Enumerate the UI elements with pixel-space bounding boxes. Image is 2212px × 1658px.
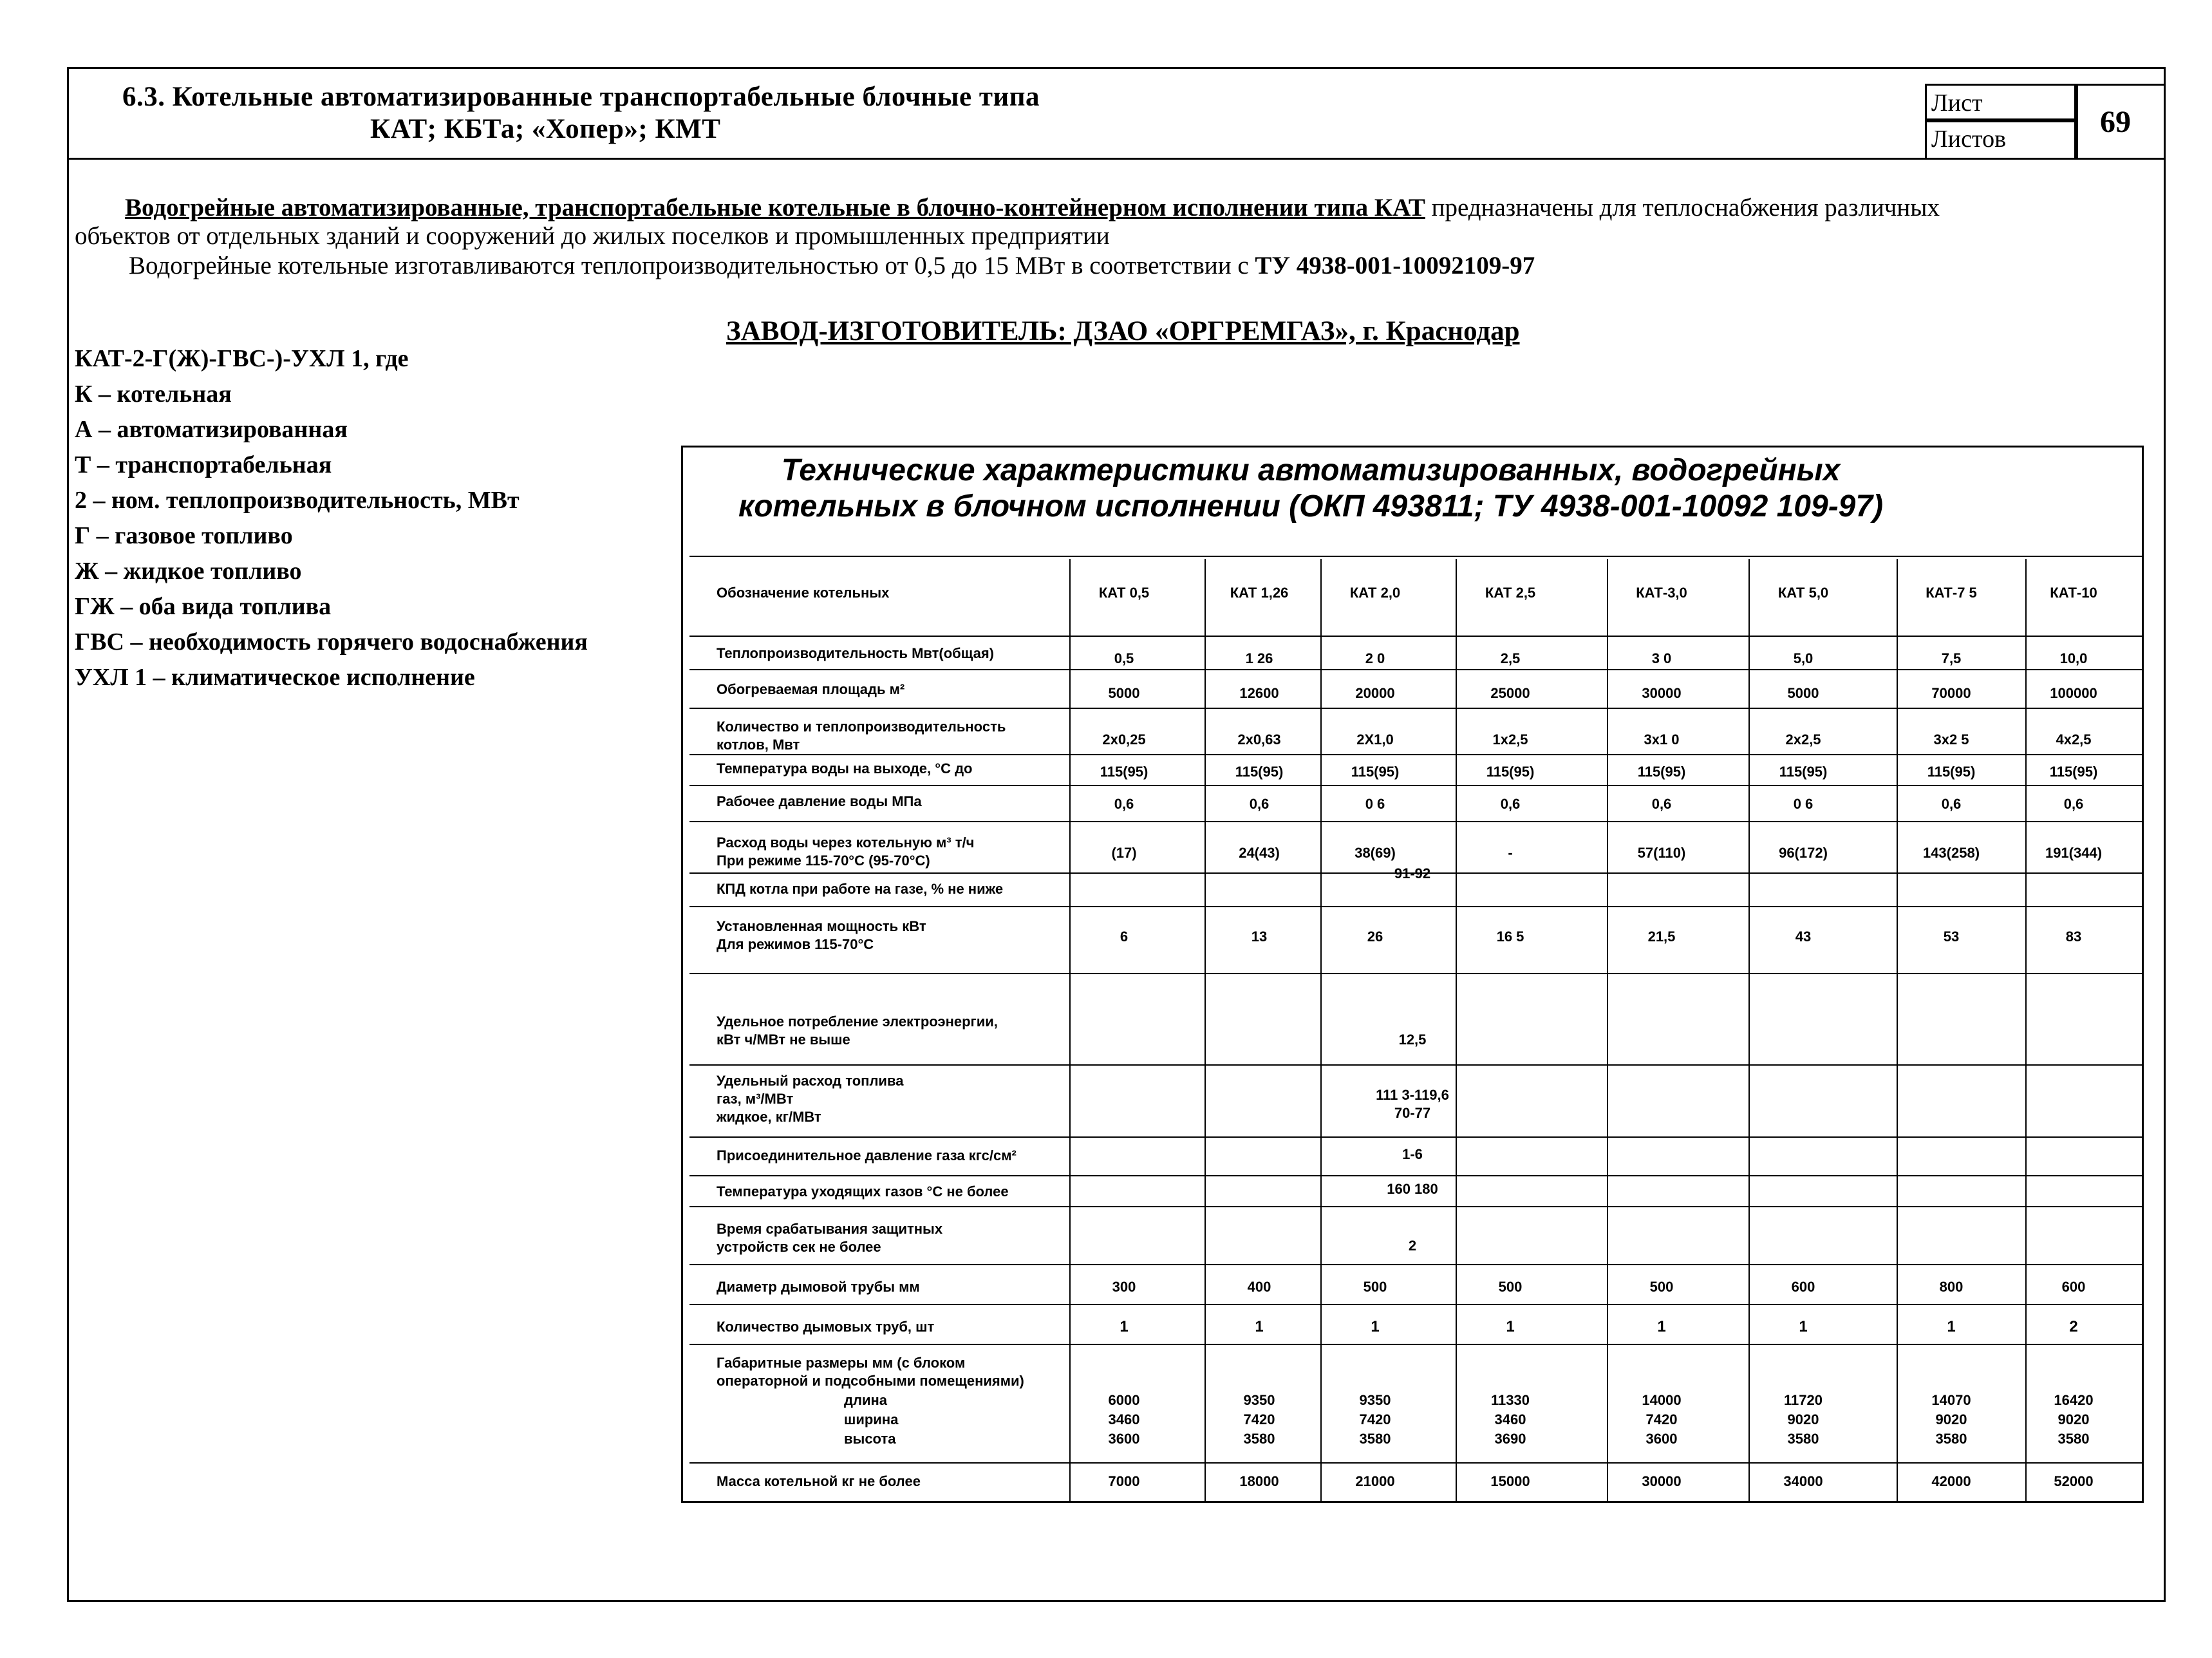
fuel-value: 111 3-119,6 [1376,1087,1449,1103]
legend-item: УХЛ 1 – климатическое исполнение [75,664,475,691]
row-label: котлов, Мвт [717,737,800,753]
dims-length-cell: 6000 [1108,1392,1140,1408]
mass-label: Масса котельной кг не более [717,1473,921,1489]
table-cell: 143(258) [1922,845,1980,861]
table-cell: 96(172) [1779,845,1828,861]
row-divider [689,669,2142,670]
column-header: КАТ-3,0 [1636,585,1687,601]
intro-line3 [129,251,1535,280]
table-cell: 57(110) [1637,845,1686,861]
sheet-label: Лист [1931,89,1983,117]
table-cell: 2х0,25 [1102,731,1146,748]
row-divider [689,1064,2142,1066]
dims-sub-label: ширина [844,1411,899,1427]
table-cell: 115(95) [1927,764,1976,780]
row-divider [689,1175,2142,1176]
row-label: Количество и теплопроизводительность [717,719,1006,735]
legend-item: Г – газовое топливо [75,522,293,549]
legend [75,344,588,699]
table-cell: 115(95) [1637,764,1686,780]
table-cell: - [1508,845,1513,861]
table-cell: 4х2,5 [2056,731,2092,748]
table-cell: 3х1 0 [1644,731,1680,748]
column-divider [1456,559,1457,1501]
page-number: 69 [2100,105,2131,139]
legend-item: К – котельная [75,381,232,408]
row-divider [689,1462,2142,1464]
row-divider [689,821,2142,822]
column-header: КАТ-7 5 [1926,585,1977,601]
column-header: КАТ 1,26 [1230,585,1289,601]
dims-height-cell: 3580 [1243,1431,1275,1447]
chimney-diam-cell: 600 [1791,1279,1815,1295]
power-cell: 53 [1943,928,1960,945]
mass-cell: 42000 [1931,1473,1971,1489]
table-cell: 115(95) [2049,764,2098,780]
column-header: КАТ 2,5 [1485,585,1536,601]
row-divider [689,973,2142,974]
table-title-line2: котельных в блочном исполнении (ОКП 493811; ТУ 4938-001-10092 109-97) [738,489,1884,523]
row-label: Температура воды на выходе, °С до [717,760,973,777]
legend-item: ГЖ – оба вида топлива [75,593,332,620]
intro-line3-text: Водогрейные котельные изготавливаются теплопроизводительностью от 0,5 до 15 МВт в соответствии с [129,252,1255,279]
table-cell: (17) [1111,845,1137,861]
flue-temp-label: Температура уходящих газов °С не более [717,1183,1009,1200]
row-divider [689,754,2142,755]
gas-pressure-value: 1-6 [1402,1146,1423,1162]
table-cell: 30000 [1642,685,1682,701]
table-cell: 0 6 [1793,796,1814,812]
mass-cell: 52000 [2054,1473,2094,1489]
flue-temp-value: 160 180 [1387,1181,1438,1197]
row-label: Обогреваемая площадь м² [717,681,905,697]
row-divider [689,708,2142,709]
dims-length-cell: 11720 [1784,1392,1823,1408]
table-title-line1: Технические характеристики автоматизированных, водогрейных [781,453,1841,487]
column-divider [1320,559,1322,1501]
chimney-count-label: Количество дымовых труб, шт [717,1319,935,1335]
table-cell: 115(95) [1235,764,1284,780]
chimney-count-cell: 2 [2069,1318,2078,1335]
row-divider [689,906,2142,907]
table-cell: 12600 [1239,685,1279,701]
power-cell: 43 [1795,928,1812,945]
power-label: Установленная мощность кВт [717,918,926,934]
row-divider [689,1136,2142,1138]
mass-cell: 34000 [1783,1473,1823,1489]
table-cell: 2Х1,0 [1356,731,1394,748]
table-cell: 24(43) [1239,845,1280,861]
intro-lead-bold: Водогрейные автоматизированные, транспортабельные котельные в блочно-контейнерном исполнении типа КАТ [125,194,1425,221]
dims-width-cell: 9020 [1935,1411,1967,1427]
dims-length-cell: 9350 [1243,1392,1275,1408]
column-header: КАТ-10 [2050,585,2097,601]
mass-cell: 30000 [1642,1473,1682,1489]
table-cell: 0,6 [1500,796,1521,812]
mass-cell: 15000 [1490,1473,1530,1489]
power-cell: 13 [1251,928,1268,945]
dims-length-cell: 11330 [1491,1392,1530,1408]
table-cell: 3х2 5 [1933,731,1969,748]
chimney-diam-cell: 300 [1112,1279,1136,1295]
column-divider [1897,559,1898,1501]
row-divider [689,1344,2142,1345]
table-cell: 0 6 [1365,796,1385,812]
dims-label: операторной и подсобными помещениями) [717,1373,1024,1389]
mass-cell: 18000 [1239,1473,1279,1489]
elec-label: кВт ч/МВт не выше [717,1032,850,1048]
chimney-count-cell: 1 [1371,1318,1380,1335]
table-cell: 5000 [1108,685,1140,701]
dims-length-cell: 16420 [2054,1392,2094,1408]
table-cell: 2,5 [1500,650,1521,666]
manufacturer: ЗАВОД-ИЗГОТОВИТЕЛЬ: ДЗАО «ОРГРЕМГАЗ», г. Краснодар [726,316,1520,346]
chimney-count-cell: 1 [1657,1318,1666,1335]
table-cell: 115(95) [1351,764,1400,780]
power-cell: 16 5 [1496,928,1524,945]
table-title [683,453,1938,525]
dims-height-cell: 3600 [1645,1431,1678,1447]
table-cell: 115(95) [1779,764,1828,780]
chimney-diam-cell: 500 [1649,1279,1674,1295]
dims-height-cell: 3600 [1108,1431,1140,1447]
chimney-count-cell: 1 [1947,1318,1956,1335]
table-cell: 2х0,63 [1237,731,1281,748]
table-cell: 2х2,5 [1785,731,1821,748]
dims-width-cell: 7420 [1359,1411,1391,1427]
column-divider [1607,559,1608,1501]
power-cell: 26 [1367,928,1383,945]
specs-table [681,446,2144,1503]
legend-item: Т – транспортабельная [75,451,332,478]
column-header: КАТ 0,5 [1098,585,1150,601]
table-cell: 38(69) [1354,845,1396,861]
kpd-value: 91-92 [1394,865,1431,881]
column-header: КАТ 2,0 [1349,585,1401,601]
row-divider [689,1264,2142,1265]
table-cell: 115(95) [1486,764,1535,780]
kpd-label: КПД котла при работе на газе, % не ниже [717,881,1004,897]
row-label: Расход воды через котельную м³ т/ч [717,834,975,851]
chimney-diam-label: Диаметр дымовой трубы мм [717,1279,920,1295]
row-label: При режиме 115-70°С (95-70°С) [717,853,930,869]
column-divider [1069,559,1071,1501]
legend-item: А – автоматизированная [75,416,348,443]
chimney-count-cell: 1 [1255,1318,1264,1335]
dims-height-cell: 3580 [1787,1431,1819,1447]
dims-height-cell: 3690 [1494,1431,1526,1447]
power-label: Для режимов 115-70°С [717,936,874,952]
header-title-line2: КАТ; КБТа; «Хопер»; КМТ [370,114,721,144]
fuel-label: жидкое, кг/МВт [717,1109,821,1125]
table-cell: 0,6 [1249,796,1270,812]
table-cell: 1 26 [1245,650,1273,666]
dims-width-cell: 9020 [2057,1411,2090,1427]
dims-height-cell: 3580 [1359,1431,1391,1447]
table-cell: 0,6 [1114,796,1134,812]
intro-line3-spec: ТУ 4938-001-10092109-97 [1255,252,1535,279]
header-title-line1: 6.3. Котельные автоматизированные транспортабельные блочные типа [122,82,1040,112]
chimney-count-cell: 1 [1120,1318,1129,1335]
dims-height-cell: 3580 [1935,1431,1967,1447]
table-cell: 70000 [1931,685,1971,701]
table-cell: 0,6 [2063,796,2084,812]
table-cell: 100000 [2050,685,2097,701]
sheets-label: Листов [1931,126,2007,153]
row-label: Теплопроизводительность Мвт(общая) [717,645,994,661]
fuel-label: газ, м³/МВт [717,1091,794,1107]
dims-width-cell: 7420 [1645,1411,1678,1427]
legend-item: ГВС – необходимость горячего водоснабжения [75,628,588,655]
row-label: Рабочее давление воды МПа [717,793,922,809]
chimney-diam-cell: 500 [1498,1279,1523,1295]
mass-cell: 21000 [1355,1473,1395,1489]
chimney-diam-cell: 500 [1363,1279,1387,1295]
legend-item: КАТ-2-Г(Ж)-ГВС-)-УХЛ 1, где [75,345,409,372]
header-divider [67,158,2162,160]
row-divider [689,785,2142,786]
title-divider [689,556,2142,557]
chimney-count-cell: 1 [1799,1318,1808,1335]
dims-width-cell: 3460 [1494,1411,1526,1427]
power-cell: 21,5 [1647,928,1676,945]
legend-item: 2 – ном. теплопроизводительность, МВт [75,487,520,514]
row-divider [689,1304,2142,1305]
table-cell: 115(95) [1100,764,1148,780]
fuel-label: Удельный расход топлива [717,1073,904,1089]
dims-length-cell: 14000 [1642,1392,1682,1408]
gas-pressure-label: Присоединительное давление газа кгс/см² [717,1147,1017,1163]
column-divider [1204,559,1206,1501]
columns-label: Обозначение котельных [717,585,890,601]
dims-width-cell: 3460 [1108,1411,1140,1427]
protect-label: Время срабатывания защитных [717,1221,943,1237]
protect-label: устройств сек не более [717,1239,881,1255]
table-cell: 0,5 [1114,650,1134,666]
dims-height-cell: 3580 [2057,1431,2090,1447]
elec-label: Удельное потребление электроэнергии, [717,1013,998,1030]
chimney-diam-cell: 400 [1247,1279,1271,1295]
column-divider [1748,559,1750,1501]
chimney-count-cell: 1 [1506,1318,1515,1335]
elec-value: 12,5 [1398,1032,1427,1048]
dims-width-cell: 9020 [1787,1411,1819,1427]
legend-item: Ж – жидкое топливо [75,558,302,585]
intro-lead-rest: предназначены для теплоснабжения различных [1425,194,1940,221]
mass-cell: 7000 [1108,1473,1140,1489]
table-cell: 2 0 [1365,650,1385,666]
table-cell: 5000 [1787,685,1819,701]
table-cell: 10,0 [2059,650,2088,666]
column-header: КАТ 5,0 [1777,585,1829,601]
dims-sub-label: длина [844,1392,887,1408]
dims-length-cell: 14070 [1931,1392,1971,1408]
row-divider [689,1206,2142,1207]
intro-line2: объектов от отдельных зданий и сооружений до жилых поселков и промышленных предприятии [75,222,1110,250]
table-cell: 25000 [1490,685,1530,701]
table-cell: 0,6 [1651,796,1672,812]
dims-label: Габаритные размеры мм (с блоком [717,1355,966,1371]
table-cell: 20000 [1355,685,1395,701]
table-cell: 5,0 [1793,650,1814,666]
power-cell: 6 [1120,928,1129,945]
protect-value: 2 [1408,1238,1417,1254]
fuel-value: 70-77 [1394,1105,1431,1121]
intro-line1 [125,193,1940,222]
table-cell: 7,5 [1941,650,1962,666]
dims-length-cell: 9350 [1359,1392,1391,1408]
table-cell: 191(344) [2045,845,2103,861]
dims-sub-label: высота [844,1431,896,1447]
dims-width-cell: 7420 [1243,1411,1275,1427]
row-divider [689,636,2142,637]
table-cell: 3 0 [1651,650,1672,666]
chimney-diam-cell: 800 [1939,1279,1964,1295]
table-cell: 0,6 [1941,796,1962,812]
chimney-diam-cell: 600 [2061,1279,2086,1295]
table-cell: 1х2,5 [1492,731,1528,748]
power-cell: 83 [2065,928,2082,945]
